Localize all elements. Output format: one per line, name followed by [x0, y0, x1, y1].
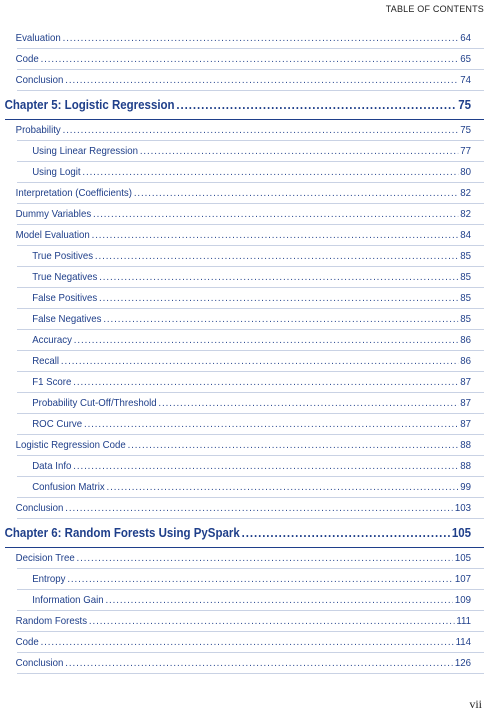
toc-entry-page: 75 — [460, 124, 472, 136]
toc-entry-page: 77 — [460, 145, 472, 157]
toc-entry-title: F1 Score — [32, 376, 72, 388]
toc-entry-title: True Negatives — [32, 271, 98, 283]
toc-chapter-entry[interactable] — [0, 94, 484, 116]
toc-entry-page: 85 — [460, 250, 472, 262]
toc-entry-page: 86 — [460, 355, 472, 367]
toc-entry[interactable] — [0, 120, 484, 140]
toc-entry-title: Using Linear Regression — [32, 145, 138, 157]
toc-leader-dots — [158, 393, 458, 413]
toc-entry[interactable] — [0, 414, 484, 434]
toc-entry-title: Probability Cut-Off/Threshold — [32, 397, 157, 409]
toc-entry-title: Code — [15, 53, 39, 65]
toc-leader-dots — [84, 414, 458, 434]
toc-entry-page: 105 — [451, 526, 472, 540]
toc-entry[interactable] — [0, 393, 484, 413]
toc-entry-page: 87 — [460, 397, 472, 409]
toc-divider — [17, 90, 484, 91]
toc-leader-dots — [99, 288, 458, 308]
toc-entry[interactable] — [0, 632, 484, 652]
toc-entry[interactable] — [0, 653, 484, 673]
toc-entry-page: 126 — [454, 657, 472, 669]
toc-entry[interactable] — [0, 204, 484, 224]
toc-entry-title: False Positives — [32, 292, 98, 304]
toc-entry[interactable] — [0, 141, 484, 161]
toc-entry[interactable] — [0, 372, 484, 392]
toc-leader-dots — [242, 522, 450, 544]
toc-entry-title: True Positives — [32, 250, 94, 262]
toc-entry[interactable] — [0, 28, 484, 48]
toc-entry-page: 85 — [460, 292, 472, 304]
toc-entry-title: Interpretation (Coefficients) — [15, 187, 132, 199]
toc-entry-title: Confusion Matrix — [32, 481, 105, 493]
toc-leader-dots — [103, 309, 458, 329]
toc-leader-dots — [61, 351, 459, 371]
toc-entry[interactable] — [0, 548, 484, 568]
toc-leader-dots — [176, 94, 456, 116]
toc-leader-dots — [63, 120, 459, 140]
toc-leader-dots — [67, 569, 453, 589]
toc-entry-title: Logistic Regression Code — [15, 439, 126, 451]
page-number: vii — [469, 697, 482, 711]
toc-leader-dots — [134, 183, 459, 203]
toc-entry-page: 85 — [460, 313, 472, 325]
toc-entry-page: 82 — [460, 208, 472, 220]
toc-entry[interactable] — [0, 225, 484, 245]
toc-leader-dots — [73, 372, 458, 392]
toc-entry-page: 88 — [460, 439, 472, 451]
toc-entry-title: Chapter 5: Logistic Regression — [4, 98, 175, 112]
toc-entry[interactable] — [0, 70, 484, 90]
toc-chapter-entry[interactable] — [0, 522, 484, 544]
toc-entry-title: Code — [15, 636, 39, 648]
toc-leader-dots — [65, 498, 453, 518]
toc-entry-title: Model Evaluation — [15, 229, 90, 241]
toc-entry[interactable] — [0, 569, 484, 589]
toc-entry-page: 111 — [456, 615, 472, 627]
toc-entry[interactable] — [0, 267, 484, 287]
toc-entry-page: 85 — [460, 271, 472, 283]
toc-entry[interactable] — [0, 435, 484, 455]
toc-leader-dots — [77, 548, 454, 568]
toc-entry-page: 75 — [458, 98, 472, 112]
toc-entry-page: 74 — [460, 74, 472, 86]
toc-entry[interactable] — [0, 162, 484, 182]
toc-entry-title: Accuracy — [32, 334, 72, 346]
toc-entry-page: 103 — [454, 502, 472, 514]
toc-leader-dots — [82, 162, 458, 182]
toc-entry-title: Using Logit — [32, 166, 81, 178]
toc-entry-title: Information Gain — [32, 594, 104, 606]
toc-entry-page: 105 — [454, 552, 472, 564]
toc-entry[interactable] — [0, 477, 484, 497]
toc-entry[interactable] — [0, 611, 484, 631]
toc-entry-page: 114 — [455, 636, 472, 648]
toc-entry-title: Conclusion — [15, 657, 64, 669]
toc-leader-dots — [89, 611, 455, 631]
toc-entry-page: 88 — [460, 460, 472, 472]
toc-entry-page: 87 — [460, 376, 472, 388]
toc-entry[interactable] — [0, 309, 484, 329]
toc-entry-page: 65 — [460, 53, 472, 65]
toc-entry-page: 99 — [460, 481, 472, 493]
toc-leader-dots — [107, 477, 459, 497]
toc-divider — [17, 673, 484, 674]
toc-entry-title: Conclusion — [15, 502, 64, 514]
toc-leader-dots — [41, 49, 459, 69]
toc-entry-title: Data Info — [32, 460, 72, 472]
toc-leader-dots — [105, 590, 453, 610]
toc-entry-title: Decision Tree — [15, 552, 75, 564]
toc-entry[interactable] — [0, 330, 484, 350]
toc-entry-title: Conclusion — [15, 74, 64, 86]
toc-leader-dots — [93, 204, 458, 224]
toc-entry-page: 87 — [460, 418, 472, 430]
toc-entry-title: Dummy Variables — [15, 208, 92, 220]
toc-leader-dots — [92, 225, 459, 245]
table-of-contents — [0, 28, 498, 674]
toc-entry[interactable] — [0, 288, 484, 308]
toc-entry[interactable] — [0, 498, 484, 518]
toc-entry-page: 84 — [460, 229, 472, 241]
toc-leader-dots — [74, 330, 459, 350]
toc-leader-dots — [41, 632, 454, 652]
toc-entry[interactable] — [0, 590, 484, 610]
toc-leader-dots — [73, 456, 458, 476]
toc-leader-dots — [128, 435, 459, 455]
toc-entry-title: Evaluation — [15, 32, 61, 44]
toc-entry-title: Entropy — [32, 573, 66, 585]
toc-entry-page: 64 — [460, 32, 472, 44]
toc-entry[interactable] — [0, 246, 484, 266]
toc-entry-title: Probability — [15, 124, 61, 136]
toc-leader-dots — [99, 267, 458, 287]
toc-entry-title: Random Forests — [15, 615, 88, 627]
toc-entry[interactable] — [0, 456, 484, 476]
toc-entry[interactable] — [0, 49, 484, 69]
toc-leader-dots — [140, 141, 459, 161]
toc-entry-page: 80 — [460, 166, 472, 178]
toc-entry-title: False Negatives — [32, 313, 102, 325]
toc-leader-dots — [65, 70, 458, 90]
toc-entry-title: ROC Curve — [32, 418, 83, 430]
toc-entry-page: 82 — [460, 187, 472, 199]
toc-entry-title: Chapter 6: Random Forests Using PySpark — [4, 526, 240, 540]
toc-entry-title: Recall — [32, 355, 60, 367]
toc-entry-page: 107 — [454, 573, 472, 585]
toc-entry-page: 86 — [460, 334, 472, 346]
toc-leader-dots — [65, 653, 453, 673]
running-header: TABLE OF CONTENTS — [385, 4, 484, 14]
toc-entry[interactable] — [0, 183, 484, 203]
toc-leader-dots — [95, 246, 459, 266]
toc-entry[interactable] — [0, 351, 484, 371]
toc-entry-page: 109 — [454, 594, 472, 606]
toc-divider — [17, 518, 484, 519]
toc-leader-dots — [63, 28, 459, 48]
